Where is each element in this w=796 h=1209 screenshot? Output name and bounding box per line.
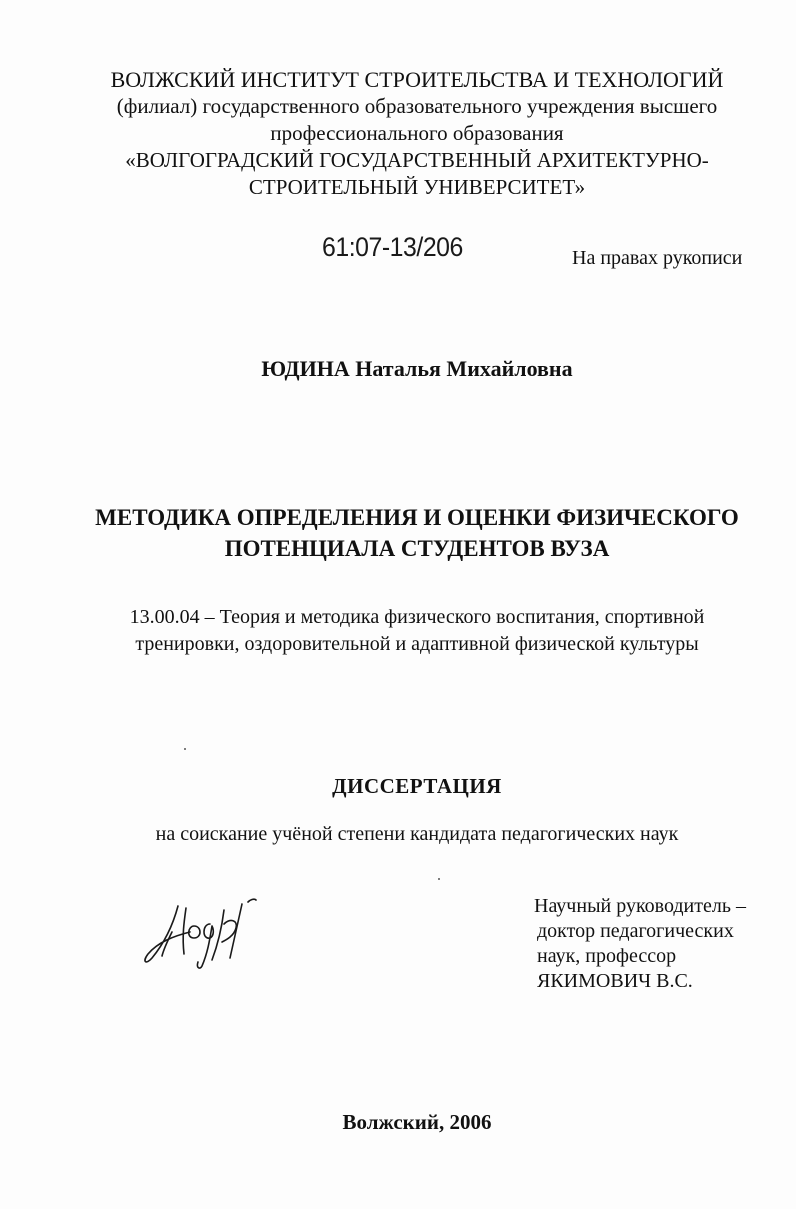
institution-education-level: профессионального образования [270, 121, 564, 145]
scan-speck [184, 748, 186, 750]
dissertation-title [0, 502, 796, 564]
manuscript-note: На правах рукописи [572, 247, 743, 269]
supervisor-block [534, 894, 746, 994]
supervisor-rank: наук, профессор [537, 945, 677, 967]
institution-header [0, 66, 796, 201]
supervisor-role: Научный руководитель – [534, 895, 746, 917]
supervisor-name: ЯКИМОВИЧ В.С. [537, 970, 693, 992]
title-line2: ПОТЕНЦИАЛА СТУДЕНТОВ ВУЗА [224, 536, 610, 561]
work-type-heading: ДИССЕРТАЦИЯ [332, 774, 502, 798]
degree-statement: на соискание учёной степени кандидата педагогических наук [155, 823, 679, 845]
specialty-line2: тренировки, оздоровительной и адаптивной физической культуры [135, 633, 699, 655]
handwritten-signature [138, 896, 268, 976]
university-name-line1: «ВОЛГОГРАДСКИЙ ГОСУДАРСТВЕННЫЙ АРХИТЕКТУРНО- [125, 148, 709, 172]
title-line1: МЕТОДИКА ОПРЕДЕЛЕНИЯ И ОЦЕНКИ ФИЗИЧЕСКОГО [95, 505, 739, 530]
city-year: Волжский, 2006 [342, 1110, 492, 1134]
archive-code-stamp: 61:07-13/206 [322, 232, 463, 262]
university-name-line2: СТРОИТЕЛЬНЫЙ УНИВЕРСИТЕТ» [248, 175, 586, 199]
specialty-line1: 13.00.04 – Теория и методика физического воспитания, спортивной [129, 606, 705, 628]
author-name: ЮДИНА Наталья Михайловна [261, 356, 573, 381]
supervisor-degree: доктор педагогических [537, 920, 734, 942]
specialty-code [0, 604, 796, 658]
scan-speck [438, 878, 440, 880]
institution-status: (филиал) государственного образовательного учреждения высшего [116, 94, 718, 118]
institution-name: ВОЛЖСКИЙ ИНСТИТУТ СТРОИТЕЛЬСТВА И ТЕХНОЛОГИЙ [110, 67, 724, 92]
